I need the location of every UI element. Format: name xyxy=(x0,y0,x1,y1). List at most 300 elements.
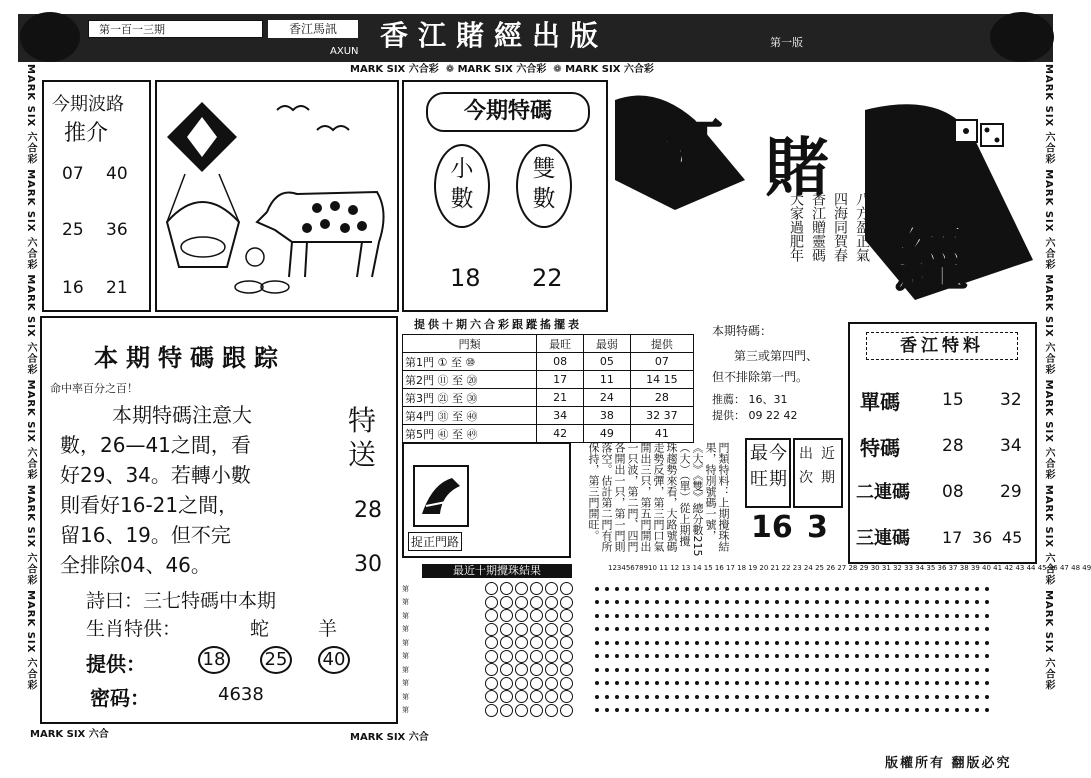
result-dot xyxy=(925,695,929,699)
result-dot xyxy=(605,695,609,699)
result-dot xyxy=(935,668,939,672)
table-row xyxy=(403,389,694,407)
result-dot xyxy=(815,654,819,658)
result-circle xyxy=(515,677,528,690)
result-dot xyxy=(955,708,959,712)
result-dot xyxy=(795,708,799,712)
result-dot xyxy=(925,627,929,631)
result-circle xyxy=(485,650,498,663)
result-dot xyxy=(935,681,939,685)
result-dot xyxy=(615,654,619,658)
oval-char: 數 xyxy=(450,186,474,212)
code-number: 15 xyxy=(942,390,964,410)
result-dot xyxy=(845,681,849,685)
result-dot xyxy=(885,641,889,645)
result-dot xyxy=(765,668,769,672)
row-label: 第 xyxy=(402,665,409,674)
table-row xyxy=(403,371,694,389)
stat-char: 次 xyxy=(799,470,813,486)
result-dot xyxy=(755,600,759,604)
circle-cells xyxy=(484,582,574,596)
result-dot xyxy=(915,708,919,712)
result-dot xyxy=(775,600,779,604)
result-dot xyxy=(785,641,789,645)
result-dot xyxy=(645,587,649,591)
result-dot xyxy=(775,681,779,685)
result-dot xyxy=(955,641,959,645)
result-dot xyxy=(925,614,929,618)
result-dot xyxy=(965,708,969,712)
result-dot xyxy=(765,654,769,658)
tracking-line: 留16、19。但不完 xyxy=(60,523,231,547)
result-dot xyxy=(645,708,649,712)
result-circle xyxy=(485,623,498,636)
result-circle xyxy=(560,690,573,703)
result-circle xyxy=(500,704,513,717)
result-dot xyxy=(965,627,969,631)
grid-row xyxy=(402,609,1032,623)
dot-cells xyxy=(592,637,992,650)
door-name: 第5門 xyxy=(405,427,434,441)
result-dot xyxy=(695,600,699,604)
ink-blob xyxy=(20,12,80,62)
result-dot xyxy=(815,600,819,604)
result-dot xyxy=(885,708,889,712)
result-dot xyxy=(925,708,929,712)
result-dot xyxy=(615,600,619,604)
result-dot xyxy=(615,681,619,685)
result-dot xyxy=(745,695,749,699)
recent-draws-grid xyxy=(402,562,1091,722)
result-dot xyxy=(865,708,869,712)
result-dot xyxy=(965,600,969,604)
hit-rate-note: 命中率百分之百！ xyxy=(50,382,138,395)
door-name: 第4門 xyxy=(405,409,434,423)
result-dot xyxy=(815,641,819,645)
result-dot xyxy=(875,627,879,631)
oval-char: 小 xyxy=(450,156,474,182)
result-dot xyxy=(725,668,729,672)
result-dot xyxy=(835,627,839,631)
result-dot xyxy=(855,614,859,618)
result-dot xyxy=(885,654,889,658)
row-label: 第 xyxy=(402,584,409,593)
table-row xyxy=(403,407,694,425)
result-dot xyxy=(905,681,909,685)
result-circle xyxy=(560,704,573,717)
result-dot xyxy=(905,627,909,631)
svg-text:賭: 賭 xyxy=(765,132,829,206)
result-dot xyxy=(925,654,929,658)
result-dot xyxy=(985,668,989,672)
result-dot xyxy=(795,614,799,618)
result-dot xyxy=(875,587,879,591)
marksix-band-top: MARK SIX 六合彩 ❁ MARK SIX 六合彩 ❁ MARK SIX 六合彩 xyxy=(350,64,654,75)
marksix-band-right: MARK SIX 六合彩 MARK SIX 六合彩 MARK SIX 六合彩 MARK SIX 六合彩 MARK SIX 六合彩 MARK SIX 六合彩 xyxy=(1043,64,1054,691)
result-circle xyxy=(515,663,528,676)
result-dot xyxy=(595,600,599,604)
result-dot xyxy=(635,600,639,604)
tracking-line: 則看好16-21之間， xyxy=(60,493,239,517)
result-dot xyxy=(695,641,699,645)
result-dot xyxy=(865,614,869,618)
result-dot xyxy=(765,641,769,645)
result-dot xyxy=(695,708,699,712)
result-dot xyxy=(605,614,609,618)
table-row xyxy=(403,425,694,443)
header-cell: 最旺 xyxy=(537,335,584,353)
result-dot xyxy=(985,600,989,604)
result-dot xyxy=(655,668,659,672)
result-circle xyxy=(530,650,543,663)
result-dot xyxy=(715,708,719,712)
circle-cells xyxy=(484,609,574,623)
result-dot xyxy=(915,614,919,618)
result-dot xyxy=(775,668,779,672)
circle-cells xyxy=(484,636,574,650)
result-dot xyxy=(755,587,759,591)
result-dot xyxy=(985,614,989,618)
grid-row xyxy=(402,677,1032,691)
result-circle xyxy=(545,690,558,703)
result-dot xyxy=(895,614,899,618)
circle-cells xyxy=(484,596,574,610)
result-dot xyxy=(835,600,839,604)
result-dot xyxy=(705,600,709,604)
result-dot xyxy=(745,641,749,645)
result-dot xyxy=(965,587,969,591)
result-dot xyxy=(975,587,979,591)
zodiac-label: 生肖特供： xyxy=(86,618,182,640)
stat-char: 期 xyxy=(821,470,835,486)
result-dot xyxy=(625,668,629,672)
result-dot xyxy=(625,681,629,685)
result-dot xyxy=(865,587,869,591)
result-dot xyxy=(755,681,759,685)
result-dot xyxy=(845,668,849,672)
result-dot xyxy=(835,668,839,672)
result-circle xyxy=(560,663,573,676)
riddle-illustration xyxy=(157,82,397,310)
result-dot xyxy=(965,681,969,685)
result-dot xyxy=(925,681,929,685)
result-dot xyxy=(715,681,719,685)
result-dot xyxy=(635,614,639,618)
result-dot xyxy=(645,654,649,658)
result-dot xyxy=(705,641,709,645)
result-dot xyxy=(745,587,749,591)
special-box-provide: 提供： 09 22 42 xyxy=(712,409,798,422)
result-circle xyxy=(530,677,543,690)
oval-char: 數 xyxy=(532,186,556,212)
result-dot xyxy=(805,681,809,685)
result-dot xyxy=(905,654,909,658)
result-dot xyxy=(775,614,779,618)
result-dot xyxy=(685,668,689,672)
result-dot xyxy=(665,627,669,631)
result-dot xyxy=(795,600,799,604)
result-dot xyxy=(825,614,829,618)
result-dot xyxy=(765,614,769,618)
result-dot xyxy=(595,695,599,699)
result-dot xyxy=(795,627,799,631)
result-dot xyxy=(615,708,619,712)
result-dot xyxy=(645,600,649,604)
result-dot xyxy=(845,654,849,658)
result-dot xyxy=(755,668,759,672)
result-dot xyxy=(815,668,819,672)
result-dot xyxy=(845,614,849,618)
result-dot xyxy=(795,668,799,672)
result-dot xyxy=(775,654,779,658)
code-number: 34 xyxy=(1000,436,1022,456)
result-dot xyxy=(725,600,729,604)
result-dot xyxy=(865,627,869,631)
result-dot xyxy=(615,668,619,672)
wave-number: 25 xyxy=(62,220,84,240)
result-dot xyxy=(845,695,849,699)
result-dot xyxy=(695,587,699,591)
tracking-line: 好29、34。若轉小數 xyxy=(60,463,251,487)
result-dot xyxy=(955,600,959,604)
result-dot xyxy=(735,695,739,699)
result-circle xyxy=(545,704,558,717)
result-dot xyxy=(935,654,939,658)
result-dot xyxy=(675,654,679,658)
result-dot xyxy=(965,695,969,699)
result-dot xyxy=(865,654,869,658)
result-dot xyxy=(745,668,749,672)
result-dot xyxy=(765,695,769,699)
special-box-recommend: 推薦： 16、31 xyxy=(712,393,788,406)
result-dot xyxy=(985,681,989,685)
result-dot xyxy=(635,654,639,658)
result-circle xyxy=(500,690,513,703)
grid-row xyxy=(402,690,1032,704)
result-dot xyxy=(635,587,639,591)
result-dot xyxy=(975,614,979,618)
row-label: 第 xyxy=(402,706,409,714)
result-dot xyxy=(845,708,849,712)
result-dot xyxy=(805,587,809,591)
stat-char: 期 xyxy=(769,469,787,490)
special-send-label xyxy=(348,404,376,472)
result-dot xyxy=(825,708,829,712)
result-dot xyxy=(825,654,829,658)
analysis-paragraph: 門類特料：上期攪珠結果，特別號碼一號，《大》《雙》總分數215（大）（單）從上期攪珠趨勢來看，大路號碼走勢反彈，第三門口氣開出三只，第五門開出一只波，第二門、四門各開出一只，第一門則落空。估計第二門有所保持，第三門開旺。 xyxy=(587,442,730,557)
result-dot xyxy=(595,681,599,685)
door-range: ㉛ 至 ㊵ xyxy=(437,409,478,423)
result-dot xyxy=(875,600,879,604)
result-dot xyxy=(625,627,629,631)
tracking-line: 本期特碼注意大 xyxy=(112,403,252,427)
row-label: 第 xyxy=(402,679,409,687)
couplet-line: 香江贈靈碼 xyxy=(810,192,826,262)
result-dot xyxy=(935,708,939,712)
dot-cells xyxy=(592,623,992,636)
result-dot xyxy=(705,654,709,658)
result-dot xyxy=(935,695,939,699)
result-dot xyxy=(665,614,669,618)
dot-cells xyxy=(592,704,992,717)
result-dot xyxy=(865,695,869,699)
couplet-line: 八方盈正氣 xyxy=(854,192,870,262)
result-dot xyxy=(845,641,849,645)
result-circle xyxy=(515,704,528,717)
result-dot xyxy=(675,627,679,631)
result-dot xyxy=(785,627,789,631)
door-table-title: 提供十期六合彩跟蹤搖擺表 xyxy=(414,318,582,331)
grid-row xyxy=(402,663,1032,677)
wave-number: 40 xyxy=(106,164,128,184)
result-dot xyxy=(895,641,899,645)
dot-cells xyxy=(592,677,992,690)
result-dot xyxy=(835,695,839,699)
zodiac-value: 蛇 xyxy=(250,618,270,640)
grid-row xyxy=(402,596,1032,610)
result-dot xyxy=(745,627,749,631)
result-dot xyxy=(625,695,629,699)
result-dot xyxy=(805,654,809,658)
result-dot xyxy=(735,668,739,672)
result-dot xyxy=(715,614,719,618)
result-circle xyxy=(545,596,558,609)
result-dot xyxy=(605,627,609,631)
result-dot xyxy=(915,681,919,685)
result-dot xyxy=(595,587,599,591)
code-number: 08 xyxy=(942,482,964,502)
result-dot xyxy=(685,641,689,645)
result-dot xyxy=(635,668,639,672)
result-circle xyxy=(560,636,573,649)
result-dot xyxy=(685,600,689,604)
double-number-oval xyxy=(516,144,572,228)
result-circle xyxy=(485,663,498,676)
circle-cells xyxy=(484,623,574,637)
result-dot xyxy=(915,654,919,658)
provide-cell: 14 15 xyxy=(630,371,693,389)
result-dot xyxy=(695,695,699,699)
result-circle xyxy=(515,636,528,649)
result-dot xyxy=(735,654,739,658)
copyright-notice: 版權所有 翻版必究 xyxy=(885,756,1012,771)
marksix-band-bottom: MARK SIX 六合 xyxy=(350,732,429,743)
wave-number: 07 xyxy=(62,164,84,184)
result-dot xyxy=(655,708,659,712)
result-dot xyxy=(815,708,819,712)
grid-row xyxy=(402,582,1032,596)
result-dot xyxy=(705,668,709,672)
result-circle xyxy=(545,636,558,649)
result-dot xyxy=(755,614,759,618)
result-dot xyxy=(975,668,979,672)
result-dot xyxy=(725,587,729,591)
circle-cells xyxy=(484,663,574,677)
result-dot xyxy=(615,614,619,618)
result-dot xyxy=(845,587,849,591)
result-dot xyxy=(825,695,829,699)
marksix-band-left: MARK SIX 六合彩 MARK SIX 六合彩 MARK SIX 六合彩 MARK SIX 六合彩 MARK SIX 六合彩 MARK SIX 六合彩 xyxy=(25,64,36,691)
result-dot xyxy=(805,600,809,604)
result-dot xyxy=(945,708,949,712)
result-circle xyxy=(485,609,498,622)
result-dot xyxy=(945,614,949,618)
result-dot xyxy=(715,641,719,645)
result-dot xyxy=(615,695,619,699)
row-label: 第 xyxy=(402,638,409,647)
stat-char: 出 xyxy=(799,446,813,462)
result-dot xyxy=(885,614,889,618)
result-dot xyxy=(855,681,859,685)
result-dot xyxy=(725,695,729,699)
result-dot xyxy=(605,641,609,645)
result-dot xyxy=(725,627,729,631)
result-dot xyxy=(795,695,799,699)
result-dot xyxy=(825,627,829,631)
result-dot xyxy=(615,627,619,631)
send-char: 送 xyxy=(348,438,377,471)
small-number-oval xyxy=(434,144,490,228)
result-dot xyxy=(745,708,749,712)
min-cell: 24 xyxy=(584,389,631,407)
result-circle xyxy=(530,596,543,609)
result-dot xyxy=(915,695,919,699)
result-dot xyxy=(885,681,889,685)
stat-char: 近 xyxy=(821,446,835,462)
result-dot xyxy=(975,708,979,712)
wave-number: 16 xyxy=(62,278,84,298)
row-label: 第 xyxy=(402,692,409,701)
result-dot xyxy=(875,614,879,618)
dot-cells xyxy=(592,650,992,663)
result-circle xyxy=(530,623,543,636)
result-dot xyxy=(955,668,959,672)
result-dot xyxy=(715,587,719,591)
result-dot xyxy=(815,587,819,591)
result-dot xyxy=(915,627,919,631)
result-circle xyxy=(560,596,573,609)
result-dot xyxy=(945,668,949,672)
result-dot xyxy=(875,668,879,672)
result-dot xyxy=(635,627,639,631)
code-number: 45 xyxy=(1002,528,1023,547)
result-dot xyxy=(595,654,599,658)
special-code-box xyxy=(402,80,608,312)
result-dot xyxy=(745,614,749,618)
result-dot xyxy=(625,614,629,618)
result-dot xyxy=(605,708,609,712)
zodiac-value: 羊 xyxy=(318,618,338,640)
result-dot xyxy=(785,654,789,658)
xiangjiang-title: 香江特料 xyxy=(866,332,1018,360)
result-dot xyxy=(765,681,769,685)
result-dot xyxy=(915,641,919,645)
result-dot xyxy=(835,654,839,658)
result-dot xyxy=(715,654,719,658)
result-dot xyxy=(675,641,679,645)
result-dot xyxy=(605,587,609,591)
hand-icon xyxy=(412,464,470,528)
door-range: ㉑ 至 ㉚ xyxy=(437,391,478,405)
logo-couplet xyxy=(785,192,873,262)
svg-text:經: 經 xyxy=(895,218,968,302)
result-dot xyxy=(905,587,909,591)
result-dot xyxy=(685,708,689,712)
result-dot xyxy=(755,654,759,658)
provide-cell: 41 xyxy=(630,425,693,443)
result-dot xyxy=(755,708,759,712)
result-dot xyxy=(725,614,729,618)
